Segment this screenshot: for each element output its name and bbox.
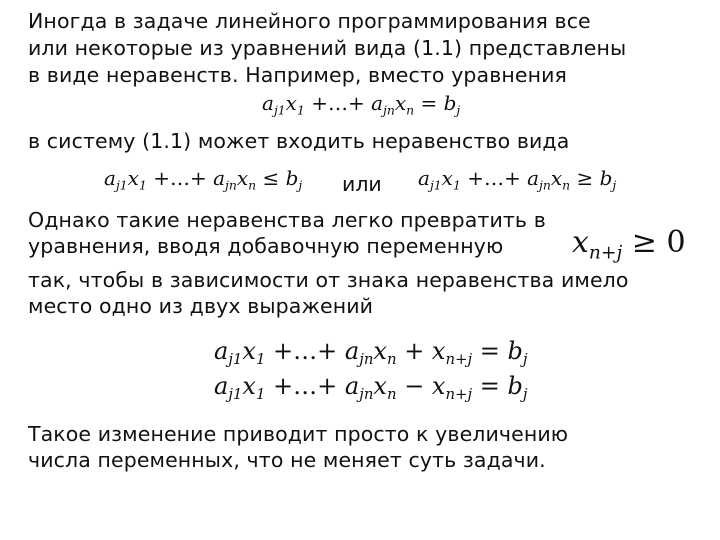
conclusion-line-2: числа переменных, что не меняет суть задачи. [28, 448, 546, 472]
formula-expression-plus: $a_{j1}x_1$ +…+ $a_{jn}x_n + x_{n+j} = b_j$ [214, 337, 528, 369]
however-line-2: уравнения, вводя добавочную переменную [28, 234, 504, 258]
however-line-1: Однако такие неравенства легко превратить в [28, 208, 546, 232]
connector-or: или [342, 172, 382, 196]
formula-slack-variable: $x_{n+j} \ge 0$ [572, 225, 686, 264]
intro-line-1: Иногда в задаче линейного программирования все [28, 9, 591, 33]
system-line: в систему (1.1) может входить неравенство вида [28, 129, 570, 153]
however-line-4: место одно из двух выражений [28, 294, 374, 318]
formula-expression-minus: $a_{j1}x_1$ +…+ $a_{jn}x_n - x_{n+j} = b_j$ [214, 372, 528, 404]
intro-line-3: в виде неравенств. Например, вместо уравнения [28, 63, 567, 87]
however-line-3: так, чтобы в зависимости от знака неравенства имело [28, 268, 629, 292]
formula-inequality-le: $a_{j1}x_1$ +…+ $a_{jn}x_n \le b_j$ [104, 166, 303, 193]
formula-inequality-ge: $a_{j1}x_1$ +…+ $a_{jn}x_n \ge b_j$ [418, 166, 617, 193]
conclusion-line-1: Такое изменение приводит просто к увеличению [28, 422, 569, 446]
formula-equation: $a_{j1}x_1$ +…+ $a_{jn}x_n = b_j$ [262, 91, 461, 118]
intro-line-2: или некоторые из уравнений вида (1.1) представлены [28, 36, 627, 60]
